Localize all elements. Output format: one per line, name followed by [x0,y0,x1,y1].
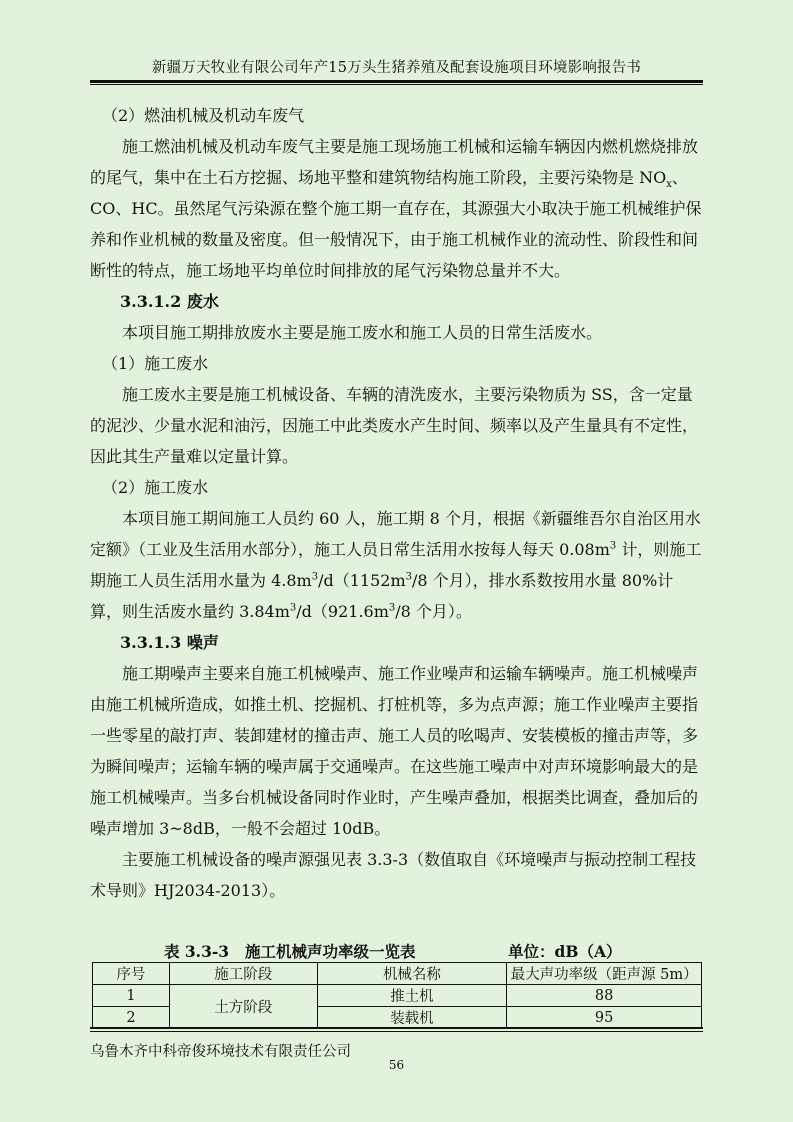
table-caption [90,940,703,964]
paragraph-noise-table-ref: 主要施工机械设备的噪声源强见表 3.3-3（数值取自《环境噪声与振动控制工程技术导则》HJ2034-2013）。 [90,850,697,900]
table-cell-no: 2 [93,1007,170,1029]
subsection-title-construction-wastewater: （1）施工废水 [102,354,209,373]
page-header-title: 新疆万天牧业有限公司年产15万头生猪养殖及配套设施项目环境影响报告书 [151,60,642,76]
header-rule [90,80,703,83]
table-cell-stage: 土方阶段 [169,985,317,1029]
table-row [93,985,702,1007]
table-cell-machine: 装载机 [317,1007,507,1029]
paragraph-wastewater-intro: 本项目施工期排放废水主要是施工废水和施工人员的日常生活废水。 [122,323,603,342]
footer-rule [90,1027,703,1029]
paragraph-exhaust: 施工燃油机械及机动车废气主要是施工现场施工机械和运输车辆因内燃机燃烧排放的尾气，集中在土石方挖掘、场地平整和建筑物结构施工阶段，主要污染物是 $NO_x$、CO、HC。虽然尾气污染源在整个施工期一直存在，其源强大小取决于施工机械维护保养和作业机械的数量及密度。但一般情况下，由于施工机械作业的流动性、阶段性和间断性的特点，施工场地平均单位时间排放的尾气污染物总量并不大。 [90,137,702,280]
noise-table [92,962,702,1029]
section-heading-wastewater: 3.3.1.2 废水 [120,292,219,311]
table-caption-title: 施工机械声功率级一览表 [245,942,416,961]
table-cell-machine: 推土机 [317,985,507,1007]
footer-company: 乌鲁木齐中科帝俊环境技术有限责任公司 [90,1044,351,1060]
table-header-cell: 施工阶段 [169,963,317,985]
table-cell-level: 88 [507,985,702,1007]
table-header-cell: 机械名称 [317,963,507,985]
table-header-cell: 序号 [93,963,170,985]
section-heading-noise: 3.3.1.3 噪声 [120,633,219,652]
table-caption-unit: 单位：dB（A） [508,942,622,961]
paragraph-construction-wastewater: 施工废水主要是施工机械设备、车辆的清洗废水，主要污染物质为 SS，含一定量的泥沙、少量水泥和油污，因施工中此类废水产生时间、频率以及产生量具有不定性，因此其生产量难以定量计算。 [90,385,699,466]
header-rule-thin [90,84,703,85]
subsection-title-exhaust: （2）燃油机械及机动车废气 [102,106,305,125]
footer-rule-thin [90,1031,703,1032]
paragraph-noise: 施工期噪声主要来自施工机械噪声、施工作业噪声和运输车辆噪声。施工机械噪声由施工机械所造成，如推土机、挖掘机、打桩机等，多为点声源；施工作业噪声主要指一些零星的敲打声、装卸建材的撞击声、施工人员的吆喝声、安装模板的撞击声等，多为瞬间噪声；运输车辆的噪声属于交通噪声。在这些施工噪声中对声环境影响最大的是施工机械噪声。当多台机械设备同时作业时，产生噪声叠加，根据类比调查，叠加后的噪声增加 3~8dB，一般不会超过 10dB。 [90,664,699,838]
paragraph-domestic-wastewater: 本项目施工期间施工人员约 60 人，施工期 8 个月，根据《新疆维吾尔自治区用水定额》（工业及生活用水部分），施工人员日常生活用水按每人每天 $0.08m^3$ 计，则施工期施工人员生活用水量为 $4.8m^3/d(1152m^3/8$ 个月），排水系数按用水量 80%计算，则生活废水量约 $3.84m^3/d(921.6m^3/8$ 个月）。 [90,509,702,621]
table-header-cell: 最大声功率级（距声源 5m） [507,963,702,985]
table-cell-level: 95 [507,1007,702,1029]
table-header-row [93,963,702,985]
page-number: 56 [388,1058,405,1072]
table-caption-number: 表 3.3-3 [164,942,230,961]
subsection-title-domestic-wastewater: （2）施工废水 [102,478,209,497]
document-body [90,100,703,906]
table-cell-no: 1 [93,985,170,1007]
